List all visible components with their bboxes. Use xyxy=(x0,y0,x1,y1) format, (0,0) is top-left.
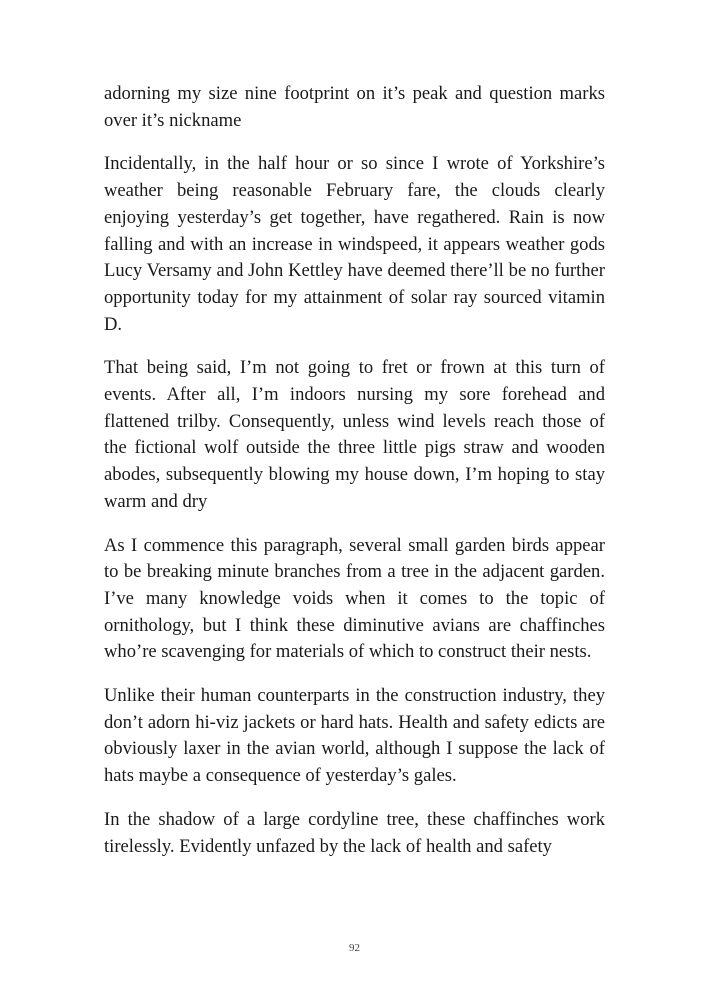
body-text xyxy=(104,81,605,877)
paragraph-4: As I commence this paragraph, several small garden birds appear to be breaking minute branches from a tree in the adjacent garden. I’ve many knowledge voids when it comes to the topic of ornithology, but I think these diminutive avians are chaffinches who’re scavenging for materials of which to construct their nests. xyxy=(104,534,605,663)
paragraph-3: That being said, I’m not going to fret or frown at this turn of events. After all, I’m indoors nursing my sore forehead and flattened trilby. Consequently, unless wind levels reach those of the fictional wolf outside the three little pigs straw and wooden abodes, subsequently blowing my house down, I’m hoping to stay warm and dry xyxy=(104,357,605,512)
paragraph-1: adorning my size nine footprint on it’s peak and question marks over it’s nickname xyxy=(104,83,605,131)
paragraph-6: In the shadow of a large cordyline tree, these chaffinches work tirelessly. Evidently unfazed by the lack of health and safety xyxy=(104,808,605,857)
paragraph-2: Incidentally, in the half hour or so since I wrote of Yorkshire’s weather being reasonable February fare, the clouds clearly enjoying yesterday’s get together, have regathered. Rain is now falling and with an increase in windspeed, it appears weather gods Lucy Versamy and John Kettley have deemed there’ll be no further opportunity today for my attainment of solar ray sourced vitamin D. xyxy=(104,153,605,335)
paragraph-5: Unlike their human counterparts in the construction industry, they don’t adorn hi-viz jackets or hard hats. Health and safety edicts are obviously laxer in the avian world, although I suppose the lack of hats maybe a consequence of yesterday’s gales. xyxy=(104,685,605,787)
page-number: 92 xyxy=(349,942,360,954)
